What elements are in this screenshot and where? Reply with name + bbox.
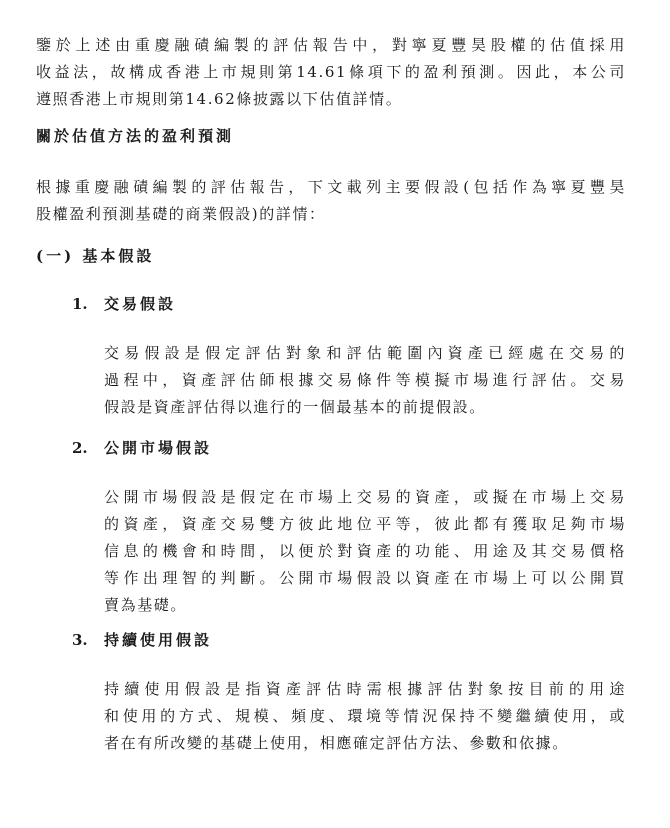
item-line: 過程中，資產評估師根據交易條件等模擬市場進行評估。交易 bbox=[104, 371, 626, 389]
section-intro-line: 根據重慶融磧編製的評估報告，下文載列主要假設(包括作為寧夏豐昊 bbox=[36, 178, 626, 196]
item-paragraph bbox=[104, 484, 626, 619]
item-line: 假設是資產評估得以進行的一個最基本的前提假設。 bbox=[104, 398, 486, 416]
item-line: 的資產，資產交易雙方彼此地位平等，彼此都有獲取足夠市場 bbox=[104, 515, 626, 533]
item-line: 信息的機會和時間，以便於對資產的功能、用途及其交易價格 bbox=[104, 542, 626, 560]
intro-line: 遵照香港上市規則第14.62條披露以下估值詳情。 bbox=[36, 90, 403, 108]
item-line: 交易假設是假定評估對象和評估範圍內資產已經處在交易的 bbox=[104, 344, 626, 362]
section-heading: 關於估值方法的盈利預測 bbox=[36, 127, 235, 145]
item-line: 持續使用假設是指資產評估時需根據評估對象按目前的用途 bbox=[104, 680, 626, 698]
item-title: 交易假設 bbox=[104, 295, 177, 313]
item-line: 賣為基礎。 bbox=[104, 596, 188, 614]
item-paragraph bbox=[104, 676, 626, 757]
subsection-heading: (一) 基本假設 bbox=[36, 247, 155, 265]
item-number: 3. bbox=[72, 631, 88, 649]
item-title: 持續使用假設 bbox=[104, 631, 213, 649]
intro-line: 收益法，故構成香港上市規則第14.61條項下的盈利預測。因此，本公司 bbox=[36, 63, 626, 81]
item-line: 等作出理智的判斷。公開市場假設以資產在市場上可以公開買 bbox=[104, 569, 626, 587]
item-paragraph bbox=[104, 340, 626, 421]
item-line: 者在有所改變的基礎上使用，相應確定評估方法、參數和依據。 bbox=[104, 734, 569, 752]
item-number: 1. bbox=[72, 295, 88, 313]
intro-line: 鑒於上述由重慶融磧編製的評估報告中，對寧夏豐昊股權的估值採用 bbox=[36, 36, 626, 54]
item-number: 2. bbox=[72, 439, 88, 457]
item-line: 公開市場假設是假定在市場上交易的資產，或擬在市場上交易 bbox=[104, 488, 626, 506]
section-intro-paragraph bbox=[36, 174, 626, 228]
section-intro-line: 股權盈利預測基礎的商業假設)的詳情： bbox=[36, 205, 326, 223]
item-title: 公開市場假設 bbox=[104, 439, 213, 457]
item-line: 和使用的方式、規模、頻度、環境等情況保持不變繼續使用，或 bbox=[104, 707, 626, 725]
intro-paragraph bbox=[36, 32, 626, 113]
